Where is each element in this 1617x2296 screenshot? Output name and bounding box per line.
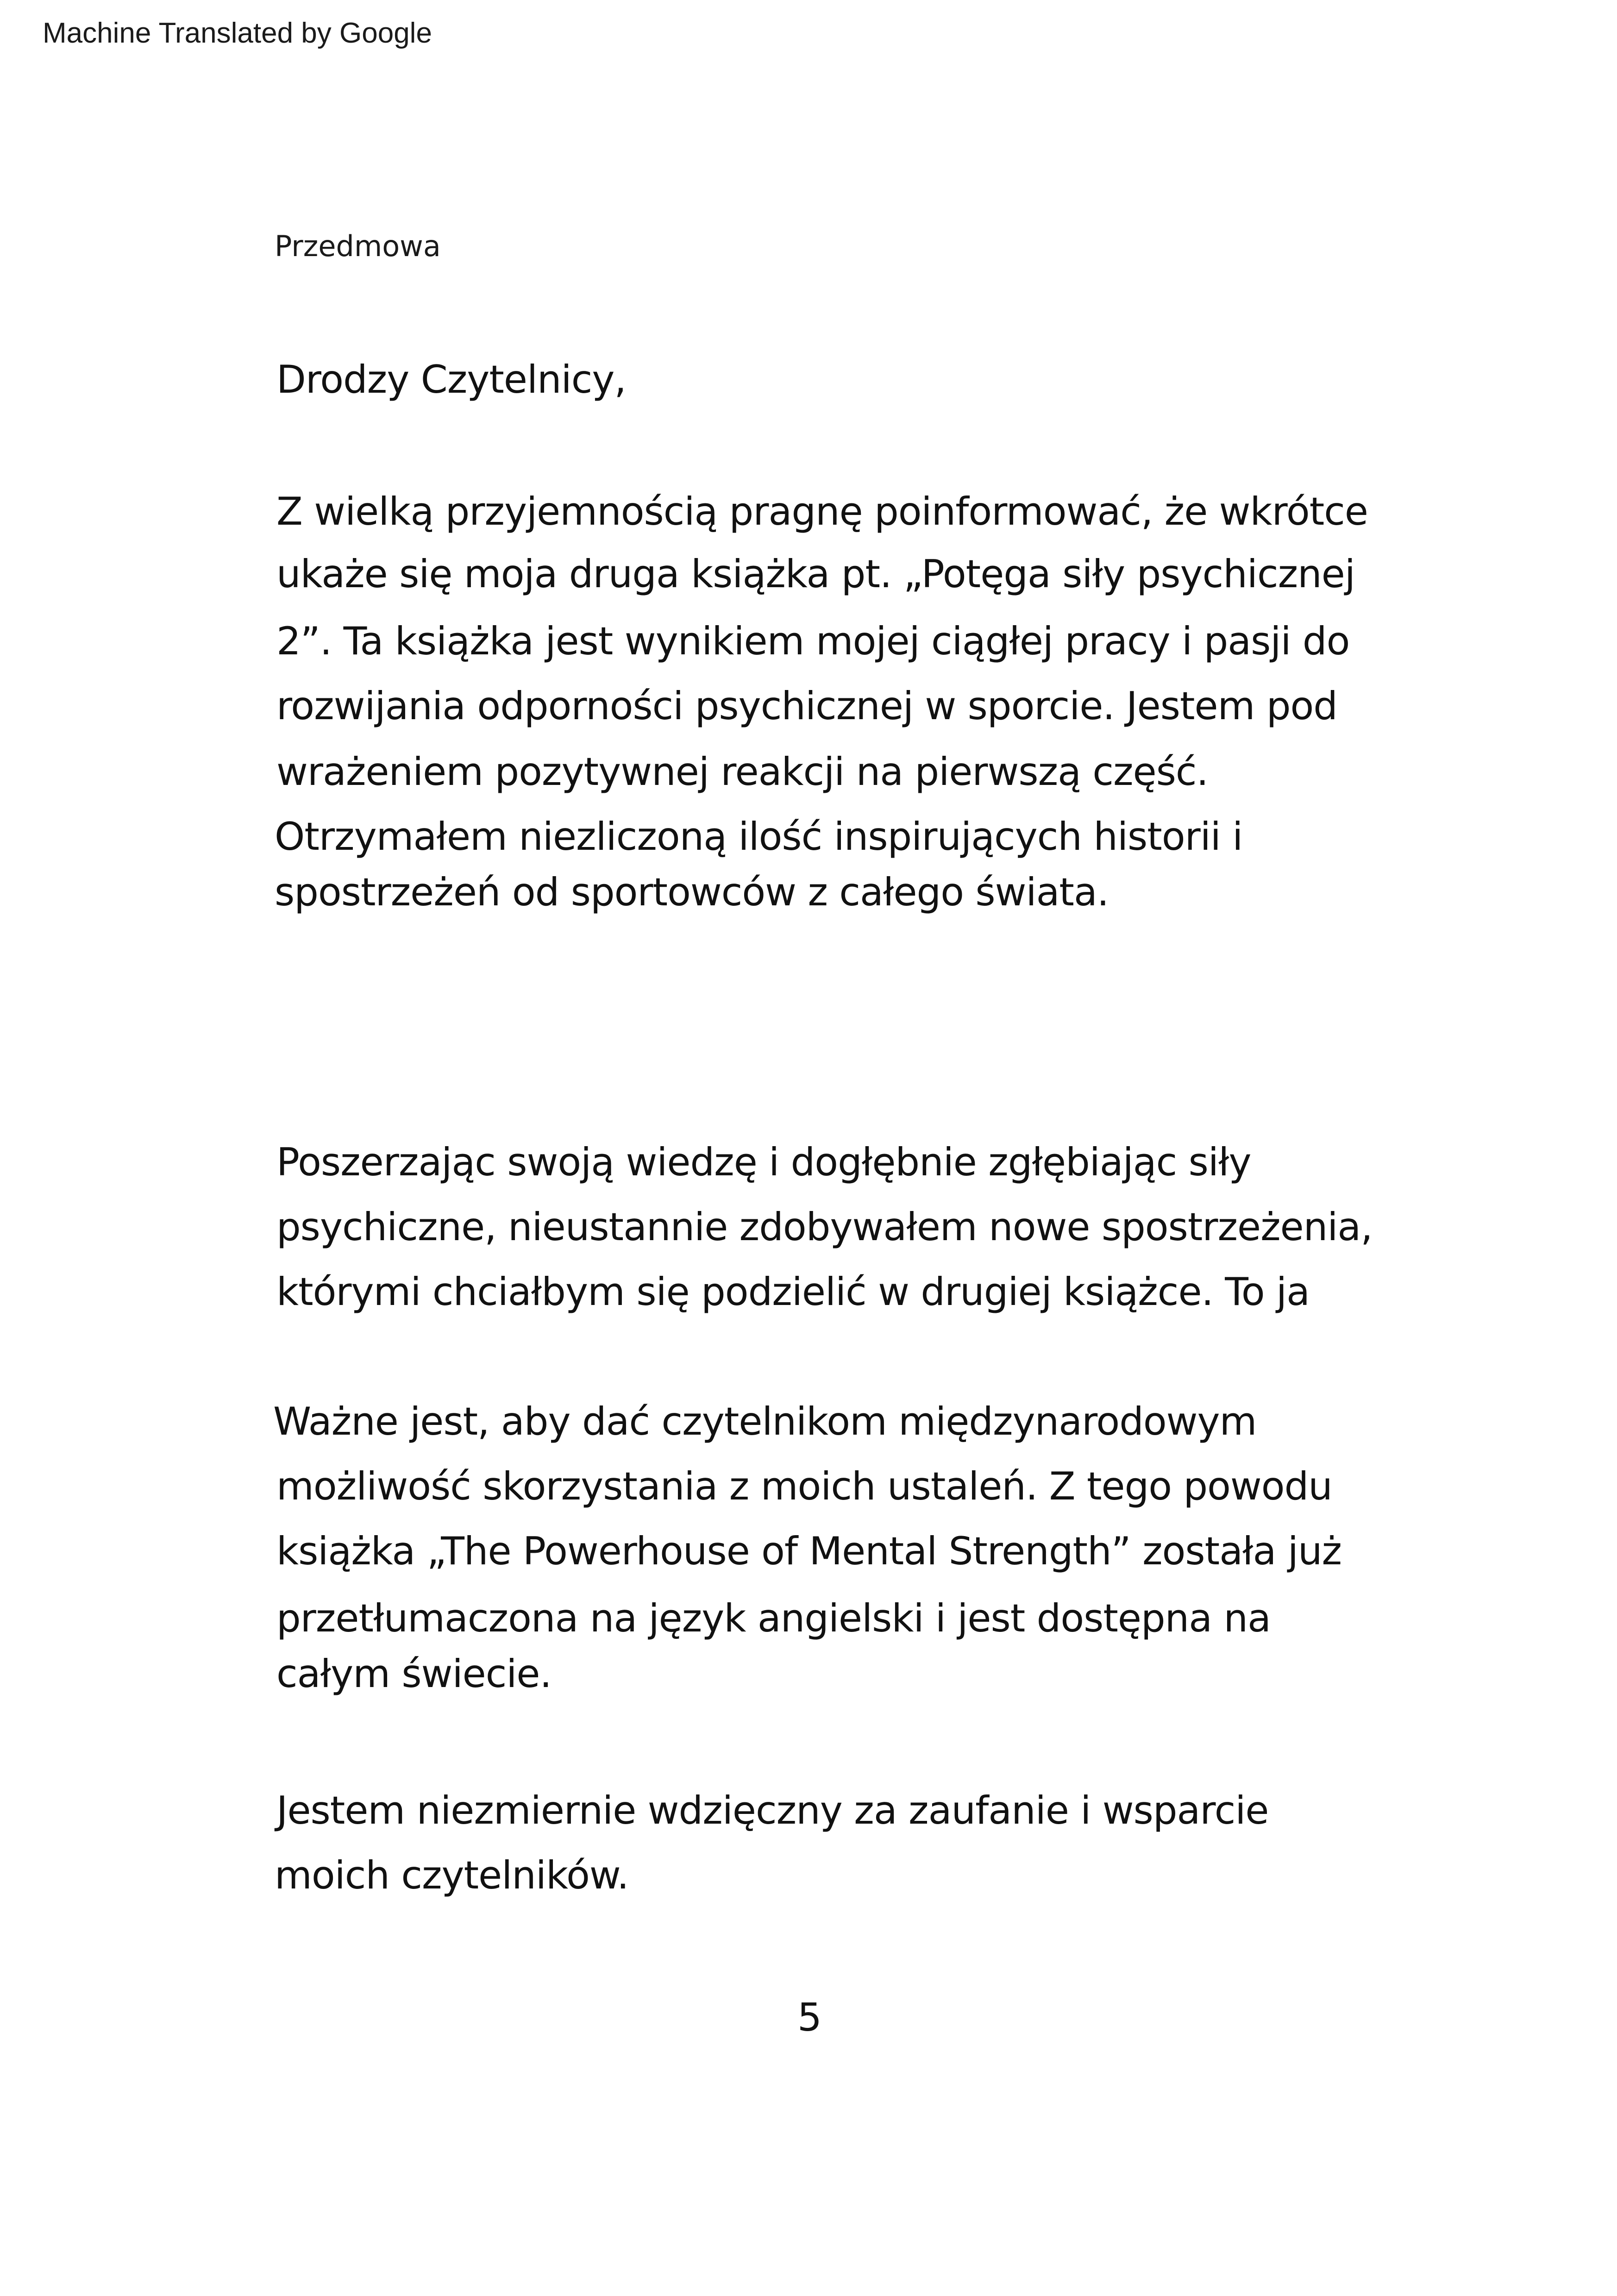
greeting: Drodzy Czytelnicy, [276,357,626,402]
paragraph-line: Z wielką przyjemnością pragnę poinformować, że wkrótce [276,489,1368,534]
paragraph-line: psychiczne, nieustannie zdobywałem nowe spostrzeżenia, [276,1204,1373,1249]
paragraph-line: 2”. Ta książka jest wynikiem mojej ciągłej pracy i pasji do [276,619,1350,664]
paragraph-line: Poszerzając swoją wiedzę i dogłębnie zgłębiając siły [276,1140,1251,1185]
section-title: Przedmowa [275,229,441,263]
paragraph-line: rozwijania odporności psychicznej w sporcie. Jestem pod [276,684,1337,728]
paragraph-line: Jestem niezmiernie wdzięczny za zaufanie i wsparcie [276,1788,1269,1833]
paragraph-line: całym świecie. [276,1651,552,1696]
machine-translation-banner: Machine Translated by Google [43,17,432,49]
paragraph-line: książka „The Powerhouse of Mental Strength” została już [276,1529,1342,1574]
paragraph-line: wrażeniem pozytywnej reakcji na pierwszą część. [276,749,1208,794]
paragraph-line: Ważne jest, aby dać czytelnikom międzynarodowym [273,1399,1257,1444]
paragraph-line: spostrzeżeń od sportowców z całego świata. [275,870,1109,915]
paragraph-line: którymi chciałbym się podzielić w drugiej książce. To ja [276,1269,1310,1314]
paragraph-line: przetłumaczona na język angielski i jest dostępna na [276,1596,1271,1641]
paragraph-line: możliwość skorzystania z moich ustaleń. Z tego powodu [276,1464,1332,1509]
paragraph-line: moich czytelników. [275,1853,629,1898]
paragraph-line: Otrzymałem niezliczoną ilość inspirujących historii i [275,814,1243,859]
paragraph-line: ukaże się moja druga książka pt. „Potęga siły psychicznej [276,552,1355,596]
page-number: 5 [797,1995,822,2040]
